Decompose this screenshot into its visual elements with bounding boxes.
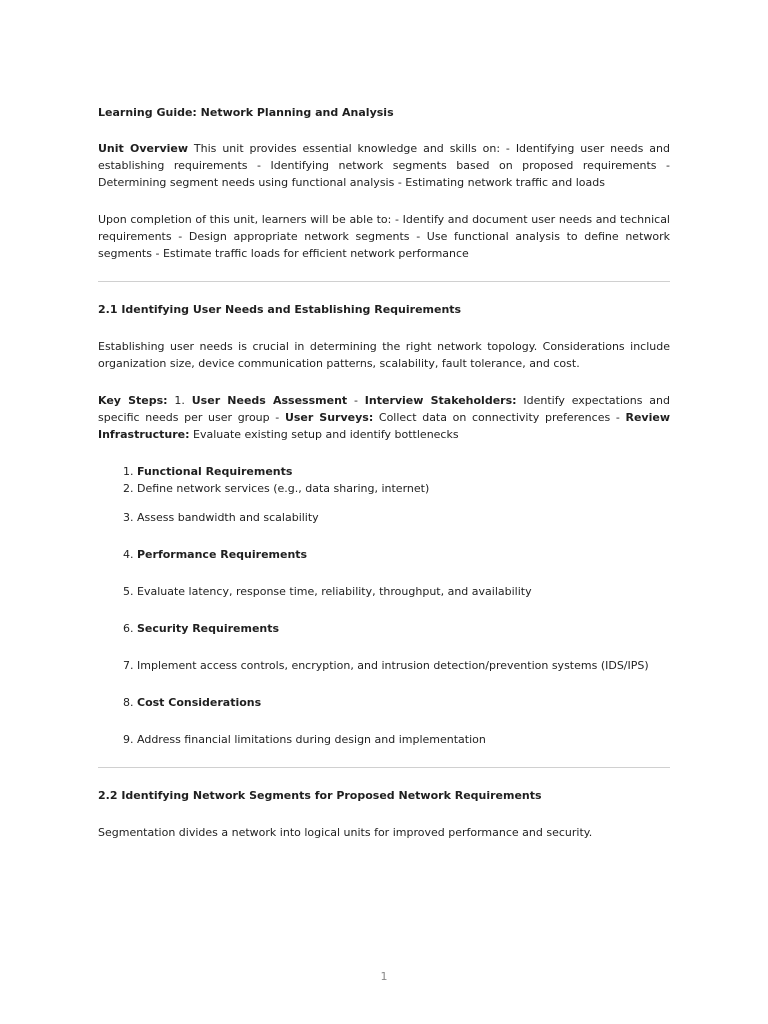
key-steps-text: Collect data on connectivity preferences - bbox=[373, 411, 626, 424]
list-item bbox=[123, 583, 670, 600]
list-item-text: Security Requirements bbox=[137, 622, 280, 635]
list-item bbox=[123, 620, 670, 637]
list-item bbox=[123, 509, 670, 526]
requirements-list bbox=[98, 463, 670, 748]
list-item-text: Define network services (e.g., data sharing, internet) bbox=[137, 482, 430, 495]
list-item-number: 2. bbox=[123, 482, 137, 495]
key-steps-bold: User Needs Assessment bbox=[191, 394, 348, 407]
unit-overview-text: This unit provides essential knowledge and skills on: - Identifying user needs and establishing requirements - Identifying network segments based on proposed requirements - Determining segment needs using functional analysis - Estimating network traffic and loads bbox=[98, 142, 671, 189]
section-2-2-heading: 2.2 Identifying Network Segments for Proposed Network Requirements bbox=[98, 789, 542, 802]
key-steps-text: 1. bbox=[167, 394, 192, 407]
list-item-text: Address financial limitations during design and implementation bbox=[137, 733, 486, 746]
document-page bbox=[98, 104, 670, 841]
key-steps-bold: User Surveys: bbox=[284, 411, 374, 424]
list-item-number: 9. bbox=[123, 733, 137, 746]
completion-paragraph: Upon completion of this unit, learners will be able to: - Identify and document user needs and technical requirements - Design appropriate network segments - Use functional analysis to define network segments - Estimate traffic loads for efficient network performance bbox=[98, 213, 670, 260]
list-item bbox=[123, 463, 670, 480]
key-steps-text: Evaluate existing setup and identify bottlenecks bbox=[189, 428, 459, 441]
page-number: 1 bbox=[380, 970, 388, 983]
list-item-number: 5. bbox=[123, 585, 137, 598]
section-2-1-intro: Establishing user needs is crucial in determining the right network topology. Considerations include organization size, device communication patterns, scalability, fault tolerance, and cost. bbox=[98, 340, 670, 370]
list-item-text: Functional Requirements bbox=[137, 465, 293, 478]
list-item-number: 1. bbox=[123, 465, 137, 478]
list-item-number: 7. bbox=[123, 659, 137, 672]
list-item-text: Evaluate latency, response time, reliability, throughput, and availability bbox=[137, 585, 532, 598]
key-steps-paragraph bbox=[98, 392, 670, 443]
key-steps-label: Key Steps: bbox=[98, 394, 168, 407]
section-divider bbox=[98, 281, 670, 282]
document-title: Learning Guide: Network Planning and Analysis bbox=[98, 106, 394, 119]
key-steps-bold: Interview Stakeholders: bbox=[364, 394, 517, 407]
list-item-number: 8. bbox=[123, 696, 137, 709]
list-item bbox=[123, 480, 670, 497]
list-item-text: Performance Requirements bbox=[137, 548, 308, 561]
section-divider bbox=[98, 767, 670, 768]
list-item bbox=[123, 731, 670, 748]
list-item bbox=[123, 657, 670, 674]
list-item bbox=[123, 546, 670, 563]
list-item-number: 3. bbox=[123, 511, 137, 524]
section-2-1-heading: 2.1 Identifying User Needs and Establishing Requirements bbox=[98, 303, 462, 316]
list-item-text: Cost Considerations bbox=[137, 696, 262, 709]
list-item-text: Assess bandwidth and scalability bbox=[137, 511, 319, 524]
key-steps-text: - bbox=[347, 394, 365, 407]
list-item-text: Implement access controls, encryption, and intrusion detection/prevention systems (IDS/IPS) bbox=[137, 659, 649, 672]
unit-overview-label: Unit Overview bbox=[98, 142, 189, 155]
list-item-number: 4. bbox=[123, 548, 137, 561]
list-item-number: 6. bbox=[123, 622, 137, 635]
key-steps-text: Identify expectations and specific needs per user group - bbox=[98, 394, 670, 424]
key-steps-bold: Review Infrastructure: bbox=[98, 411, 670, 441]
unit-overview-paragraph bbox=[98, 140, 670, 191]
list-item bbox=[123, 694, 670, 711]
section-2-2-intro: Segmentation divides a network into logical units for improved performance and security. bbox=[98, 826, 593, 839]
